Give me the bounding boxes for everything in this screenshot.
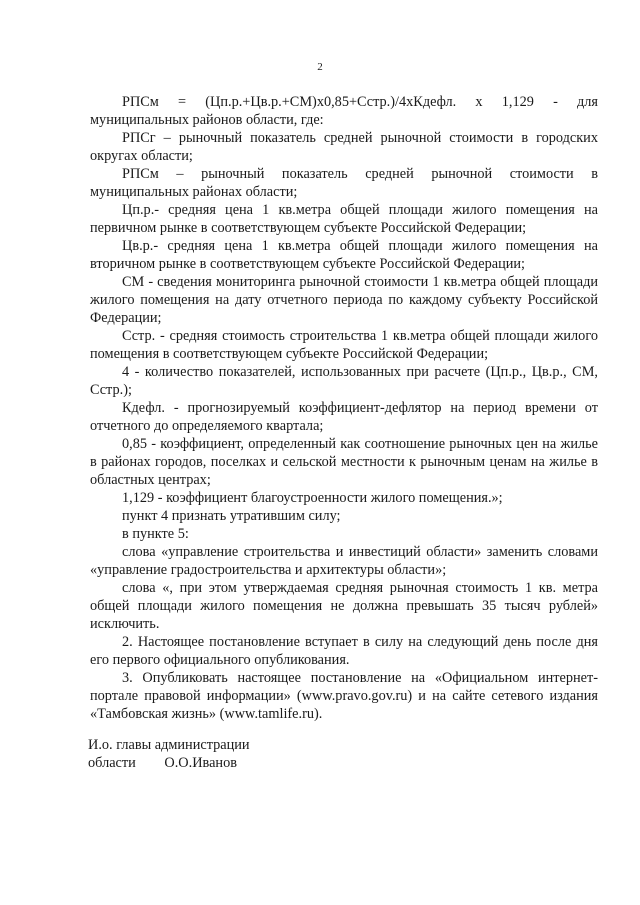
paragraph-coefficient-1129: 1,129 - коэффициент благоустроенности жилого помещения.»; (122, 490, 503, 506)
paragraph-effective-date: 2. Настоящее постановление вступает в силу на следующий день после дня его первого официального опубликования. (90, 634, 598, 668)
paragraph-coefficient-085: 0,85 - коэффициент, определенный как соотношение рыночных цен на жилье в районах городов, поселках и сельской местности к рыночным ценам на жилье в областных центрах; (90, 436, 598, 488)
document-body (90, 93, 598, 723)
signature-title: И.о. главы администрации (88, 737, 250, 753)
paragraph-rpsm: РПСм – рыночный показатель средней рыночной стоимости в муниципальных районах области; (90, 166, 598, 200)
signature-region: области (88, 755, 136, 771)
paragraph-clause-5: в пункте 5: (122, 526, 189, 542)
paragraph-primary-price: Цп.р.- средняя цена 1 кв.метра общей площади жилого помещения на первичном рынке в соответствующем субъекте Российской Федерации; (90, 202, 598, 236)
paragraph-formula-rpsm: РПСм = (Цп.р.+Цв.р.+СМ)х0,85+Сстр.)/4хКдефл. х 1,129 - для муниципальных районов области, где: (90, 94, 598, 128)
paragraph-publication: 3. Опубликовать настоящее постановление на «Официальном интернет-портале правовой информации» (www.pravo.gov.ru) и на сайте сетевого издания «Тамбовская жизнь» (www.tamlife.ru). (90, 670, 598, 722)
paragraph-replace-words: слова «управление строительства и инвестиций области» заменить словами «управление градостроительства и архитектуры области»; (90, 544, 598, 578)
paragraph-rpsg: РПСг – рыночный показатель средней рыночной стоимости в городских округах области; (90, 130, 598, 164)
paragraph-secondary-price: Цв.р.- средняя цена 1 кв.метра общей площади жилого помещения на вторичном рынке в соответствующем субъекте Российской Федерации; (90, 238, 598, 272)
paragraph-exclude-words: слова «, при этом утверждаемая средняя рыночная стоимость 1 кв. метра общей площади жилого помещения не должна превышать 35 тысяч рублей» исключить. (90, 580, 598, 632)
paragraph-monitoring: СМ - сведения мониторинга рыночной стоимости 1 кв.метра общей площади жилого помещения на дату отчетного периода по каждому субъекту Российской Федерации; (90, 274, 598, 326)
paragraph-clause-4: пункт 4 признать утратившим силу; (122, 508, 341, 524)
paragraph-deflator: Кдефл. - прогнозируемый коэффициент-дефлятор на период времени от отчетного до определяемого квартала; (90, 400, 598, 434)
signature-block (88, 736, 388, 772)
signature-region-and-name (88, 754, 388, 772)
page-number: 2 (317, 61, 323, 73)
paragraph-construction-cost: Сстр. - средняя стоимость строительства 1 кв.метра общей площади жилого помещения в соответствующем субъекте Российской Федерации; (90, 328, 598, 362)
paragraph-indicator-count: 4 - количество показателей, использованных при расчете (Цп.р., Цв.р., СМ, Сстр.); (90, 364, 598, 398)
signatory-name: О.О.Иванов (164, 755, 237, 771)
